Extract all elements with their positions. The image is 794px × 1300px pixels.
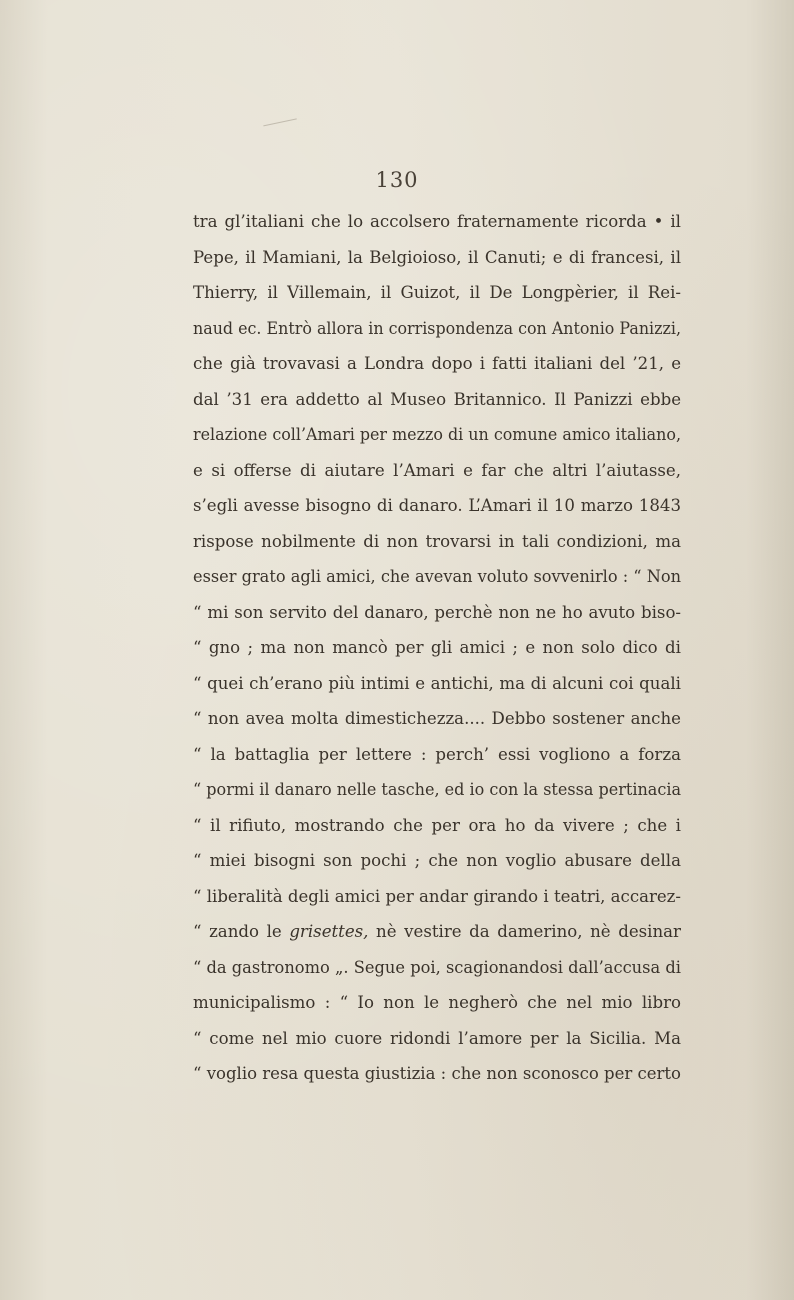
italic-word: grisettes,	[289, 922, 369, 941]
text-line: “ da gastronomo „. Segue poi, scagionandosi dall’accusa di	[193, 957, 681, 977]
text-line: municipalismo : “ Io non le negherò che nel mio libro	[193, 993, 682, 1012]
text-line: “ liberalità degli amici per andar girando i teatri, accarez-	[193, 886, 682, 906]
text-line: relazione coll’Amari per mezzo di un comune amico italiano,	[193, 425, 682, 444]
text-line: “ la battaglia per lettere : perch’ essi vogliono a forza	[193, 744, 681, 764]
text-line: rispose nobilmente di non trovarsi in tali condizioni, ma	[193, 531, 681, 551]
text-line: “ non avea molta dimestichezza.... Debbo sostener anche	[193, 709, 681, 728]
text-line: “ pormi il danaro nelle tasche, ed io con la stessa pertinacia	[193, 780, 682, 799]
page-mark	[261, 109, 297, 127]
text-line: “ gno ; ma non mancò per gli amici ; e non solo dico di	[193, 638, 681, 657]
text-line: “ il rifiuto, mostrando che per ora ho da vivere ; che i	[193, 815, 681, 835]
text-line-tail: nè vestire da damerino, nè desinar	[368, 922, 681, 941]
text-line: “ voglio resa questa giustizia : che non sconosco per certo	[193, 1064, 682, 1083]
text-line: naud ec. Entrò allora in corrispondenza con Antonio Panizzi,	[193, 318, 682, 338]
text-line: dal ’31 era addetto al Museo Britannico. Il Panizzi ebbe	[193, 389, 682, 409]
text-line: “ miei bisogni son pochi ; che non voglio abusare della	[193, 851, 682, 870]
text-line: “ come nel mio cuore ridondi l’amore per la Sicilia. Ma	[193, 1028, 681, 1048]
body-text	[193, 204, 681, 1092]
page-number: 130	[375, 168, 419, 192]
text-line: Pepe, il Mamiani, la Belgioioso, il Canuti; e di francesi, il	[193, 247, 681, 267]
text-line: “ mi son servito del danaro, perchè non ne ho avuto biso-	[193, 602, 682, 622]
text-line-mixed	[193, 914, 681, 950]
text-line: “ quei ch’erano più intimi e antichi, ma di alcuni coi quali	[193, 673, 681, 693]
text-line-head: “ zando le	[193, 922, 290, 941]
text-line: Thierry, il Villemain, il Guizot, il De Longpèrier, il Rei-	[193, 283, 682, 302]
text-line: tra gl’italiani che lo accolsero fraternamente ricorda • il	[193, 212, 681, 231]
text-line: e si offerse di aiutare l’Amari e far che altri l’aiutasse,	[193, 460, 681, 480]
text-line: esser grato agli amici, che avevan voluto sovvenirlo : “ Non	[193, 567, 682, 586]
text-line: che già trovavasi a Londra dopo i fatti italiani del ’21, e	[193, 354, 682, 373]
text-line: s’egli avesse bisogno di danaro. L’Amari il 10 marzo 1843	[193, 496, 682, 515]
